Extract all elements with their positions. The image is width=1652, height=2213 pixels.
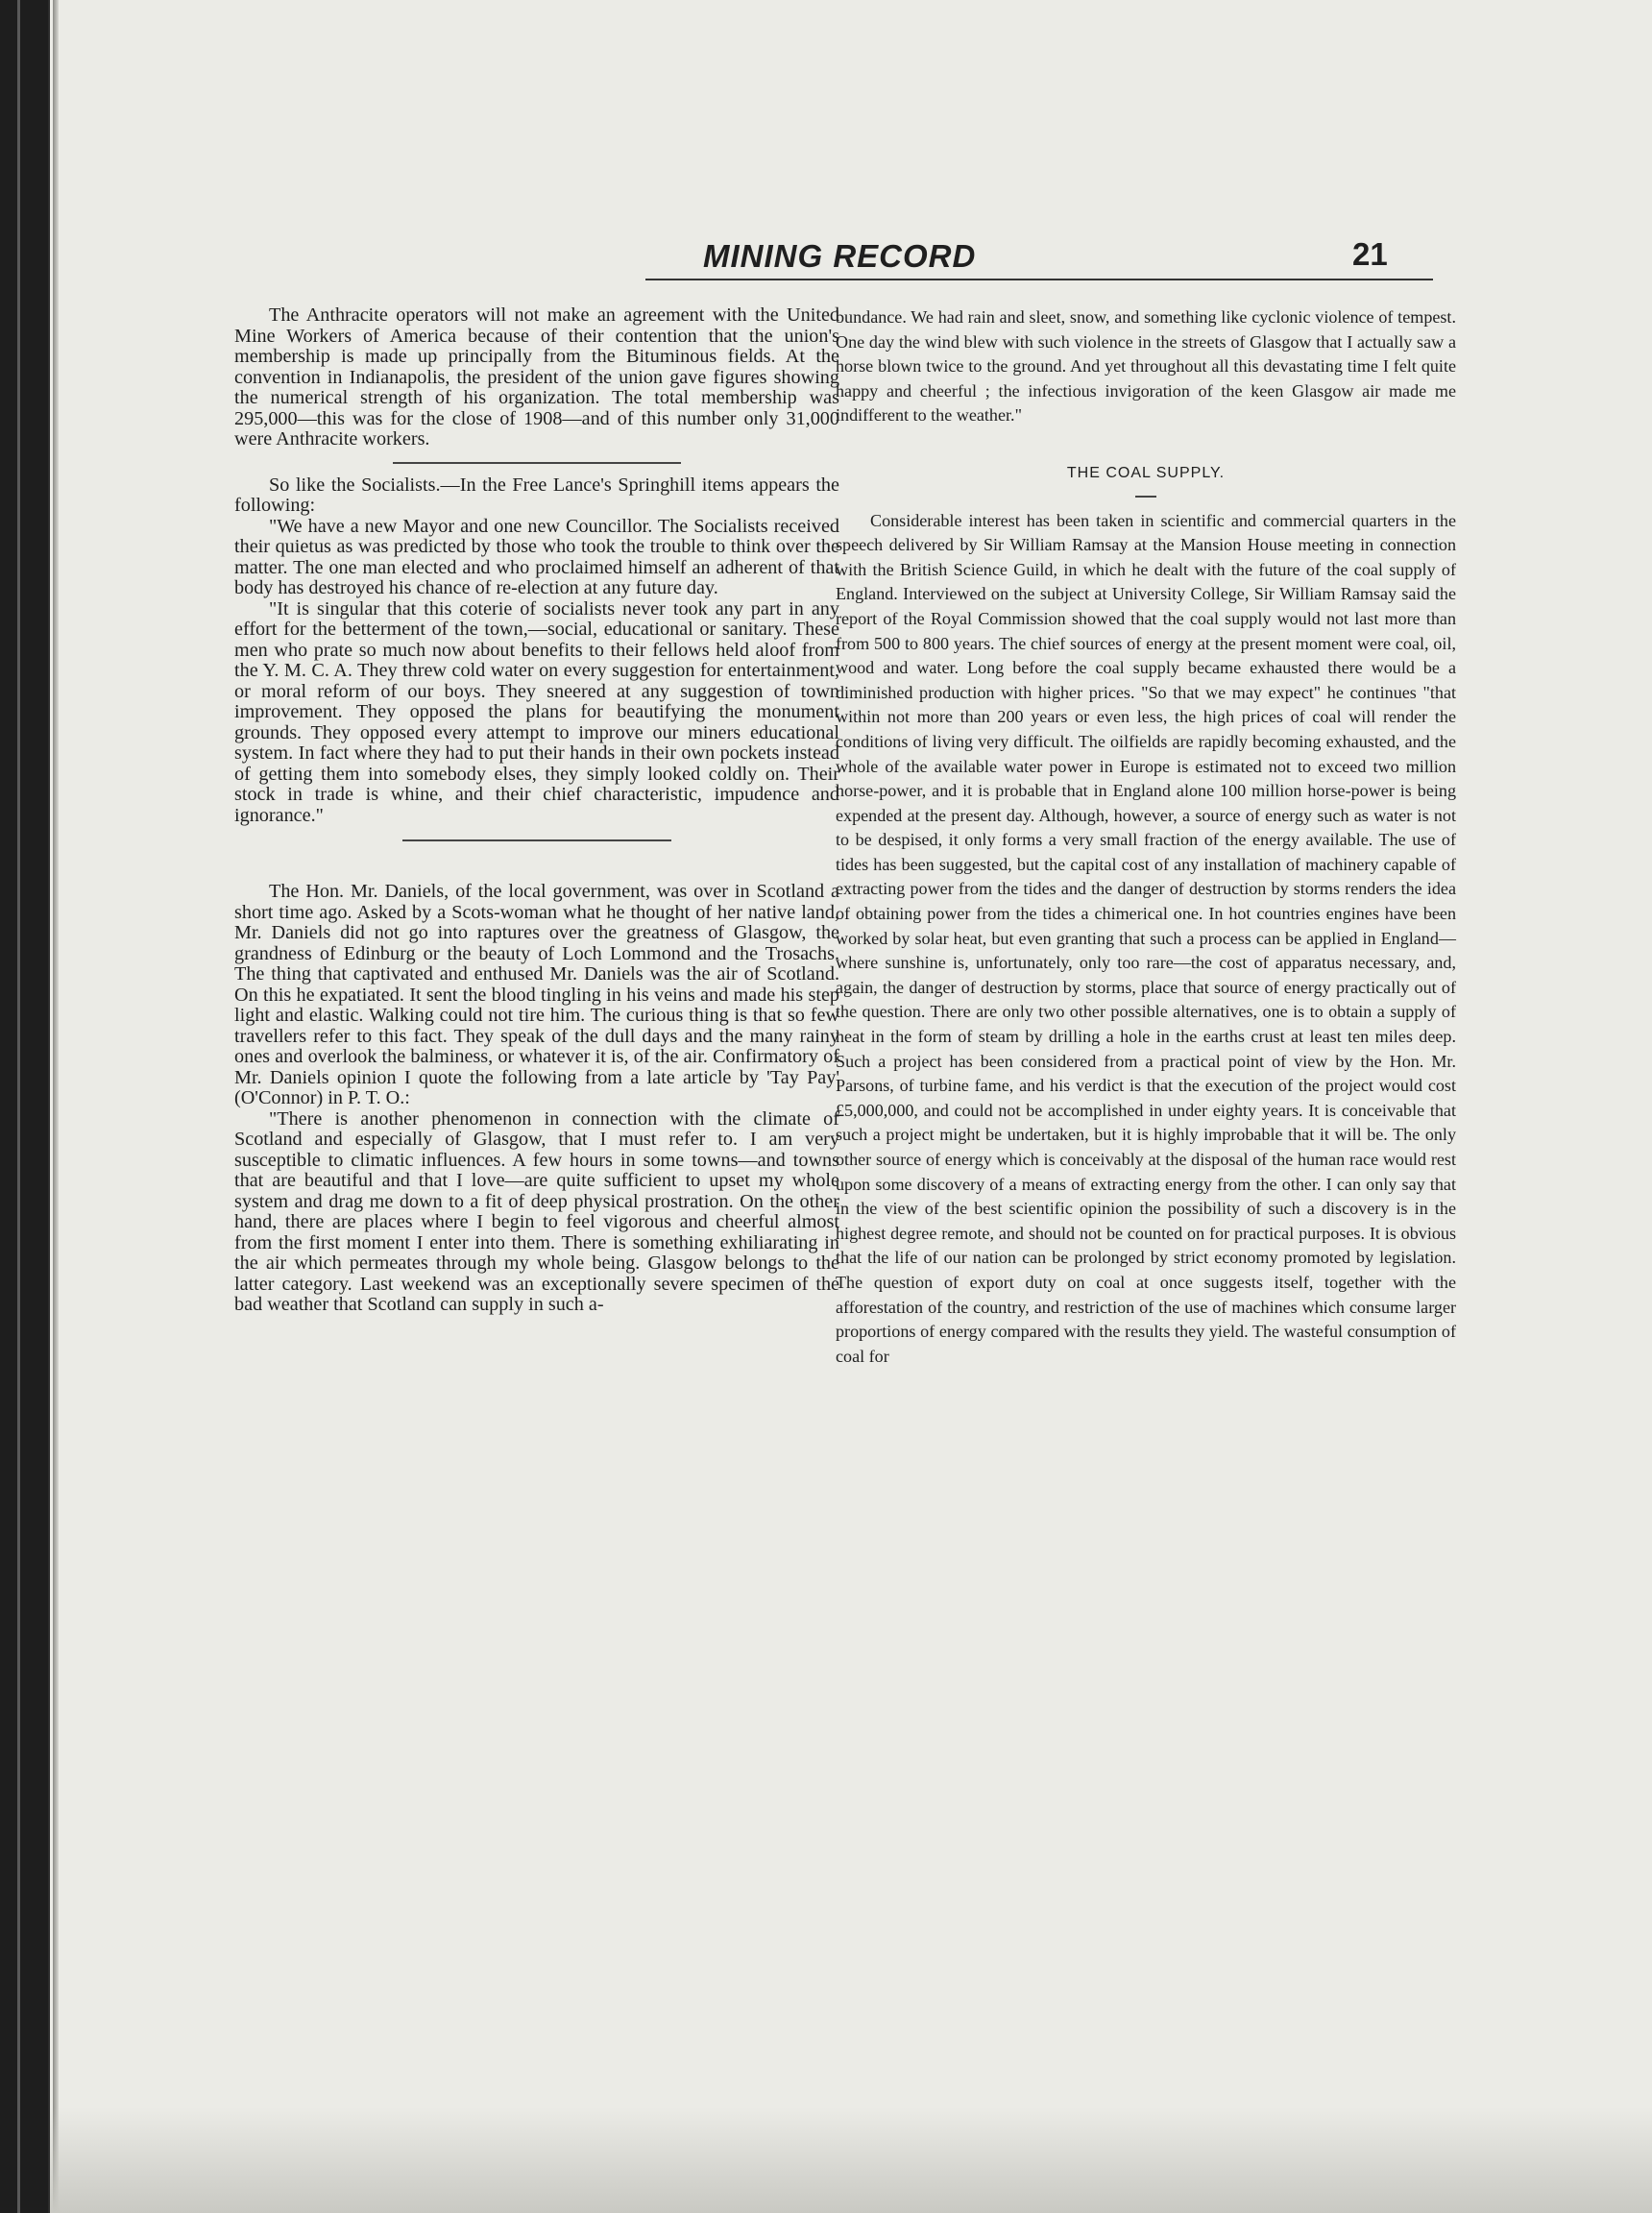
right-column — [836, 305, 1456, 1369]
left-column — [234, 305, 839, 1316]
section-divider — [393, 462, 681, 464]
daniels-paragraph: The Hon. Mr. Daniels, of the local government, was over in Scotland a short time ago. Asked by a Scots-woman what he thought of her native land, Mr. Daniels did not go into raptures over the greatness of Glasgow, the grandness of Edinburg or the beauty of Loch Lommond and the Trosachs. The thing that captivated and enthused Mr. Daniels was the air of Scotland. On this he expatiated. It sent the blood tingling in his veins and made his step light and elastic. Walking could not tire him. The curious thing is that so few travellers refer to this fact. They speak of the dull days and the many rainy ones and overlook the balminess, or whatever it is, of the air. Confirmatory of Mr. Daniels opinion I quote the following from a late article by 'Tay Pay' (O'Connor) in P. T. O.: — [234, 881, 839, 1108]
page-number: 21 — [1352, 236, 1388, 272]
section-heading: THE COAL SUPPLY. — [1066, 464, 1226, 481]
header-rule — [645, 279, 1433, 280]
heading-rule — [1135, 496, 1156, 498]
page-fold — [53, 0, 59, 2213]
scanner-border — [0, 0, 48, 2213]
publication-title: MINING RECORD — [703, 238, 977, 274]
coal-supply-paragraph: Considerable interest has been taken in scientific and commercial quarters in the speech delivered by Sir William Ramsay at the Mansion House meeting in connection with the British Science Guild, in which he dealt with the future of the coal supply of England. Interviewed on the subject at University College, Sir William Ramsay said the report of the Royal Commission showed that the coal supply would not last more than from 500 to 800 years. The chief sources of energy at the present moment were coal, oil, wood and water. Long before the coal supply became exhausted there would be a diminished production with higher prices. "So that we may expect" he continues "that within not more than 200 years or even less, the high prices of coal will render the conditions of living very difficult. The oilfields are rapidly becoming exhausted, and the whole of the available water power in Europe is estimated not to exceed two million horse-power, and it is probable that in England alone 100 million horse-power is being expended at the present day. Although, however, a source of energy such as water is not to be despised, it only forms a very small fraction of the energy available. The use of tides has been suggested, but the capital cost of any installation of machinery capable of extracting power from the tides and the danger of destruction by storms renders the idea of obtaining power from the tides a chimerical one. In hot countries engines have been worked by solar heat, but even granting that such a process can be applied in England—where sunshine is, unfortunately, only too rare—the cost of apparatus necessary, and, again, the danger of destruction by storms, place that source of energy practically out of the question. There are only two other possible alternatives, one is to obtain a supply of heat in the form of steam by drilling a hole in the earths crust at least ten miles deep. Such a project has been considered from a practical point of view by the Hon. Mr. Parsons, of turbine fame, and his verdict is that the execution of the project would cost £5,000,000, and could not be accomplished in under eighty years. It is conceivable that such a project might be undertaken, but it is highly improbable that it will be. The only other source of energy which is conceivably at the disposal of the human race would rest upon some discovery of a means of extracting energy from the other. I can only say that in the view of the best scientific opinion the possibility of such a discovery is in the highest degree remote, and should not be counted on for practical purposes. It is obvious that the life of our nation can be prolonged by strict economy promoted by legislation. The question of export duty on coal at once suggests itself, together with the afforestation of the country, and restriction of the use of machines which consume larger proportions of energy compared with the results they yield. The wasteful consumption of coal for — [836, 510, 1456, 1366]
section-divider — [402, 839, 671, 841]
socialists-quote-2: "It is singular that this coterie of socialists never took any part in any effort for the betterment of the town,—social, educational or sanitary. These men who prate so much now about benefits to their fellows held aloof from the Y. M. C. A. They threw cold water on every suggestion for entertainment, or moral reform of our boys. They sneered at any suggestion of town improvement. They opposed the plans for beautifying the monument grounds. They opposed every attempt to improve our miners educational system. In fact where they had to put their hands in their own pockets instead of getting them into somebody elses, they simply looked coldly on. Their stock in trade is whine, and their chief characteristic, impudence and ignorance." — [234, 597, 839, 826]
climate-quote: "There is another phenomenon in connection with the climate of Scotland and especially of Glasgow, that I must refer to. I am very susceptible to climatic influences. A few hours in some towns—and towns that are beautiful and that I love—are quite sufficient to upset my whole system and drag me down to a fit of deep physical prostration. On the other hand, there are places where I begin to feel vigorous and cheerful almost from the first moment I enter into them. There is something exhiliarating in the air which permeates through my whole being. Glasgow belongs to the latter category. Last weekend was an exceptionally severe specimen of the bad weather that Scotland can supply in such a- — [234, 1107, 839, 1315]
climate-quote-continued: bundance. We had rain and sleet, snow, and something like cyclonic violence of tempest. One day the wind blew with such violence in the streets of Glasgow that I actually saw a horse blown twice to the ground. And yet throughout all this devastating time I felt quite happy and cheerful ; the infectious invigoration of the keen Glasgow air made me indifferent to the weather." — [836, 307, 1456, 426]
page-bottom-shading — [50, 2107, 1652, 2213]
anthracite-paragraph: The Anthracite operators will not make an agreement with the United Mine Workers of America because of their contention that the union's membership is made up principally from the Bituminous fields. At the convention in Indianapolis, the president of the union gave figures showing the numerical strength of his organization. The total membership was 295,000—this was for the close of 1908—and of this number only 31,000 were Anthracite workers. — [234, 304, 839, 450]
document-page — [50, 0, 1652, 2213]
socialists-quote-1: "We have a new Mayor and one new Councillor. The Socialists received their quietus as was predicted by those who took the trouble to think over the matter. The one man elected and who proclaimed himself an adherent of that body has destroyed his chance of re-election at any future day. — [234, 515, 839, 598]
page-header — [645, 236, 1433, 279]
socialists-intro: So like the Socialists.—In the Free Lance's Springhill items appears the following: — [234, 474, 839, 516]
binding-edge — [17, 0, 20, 2213]
